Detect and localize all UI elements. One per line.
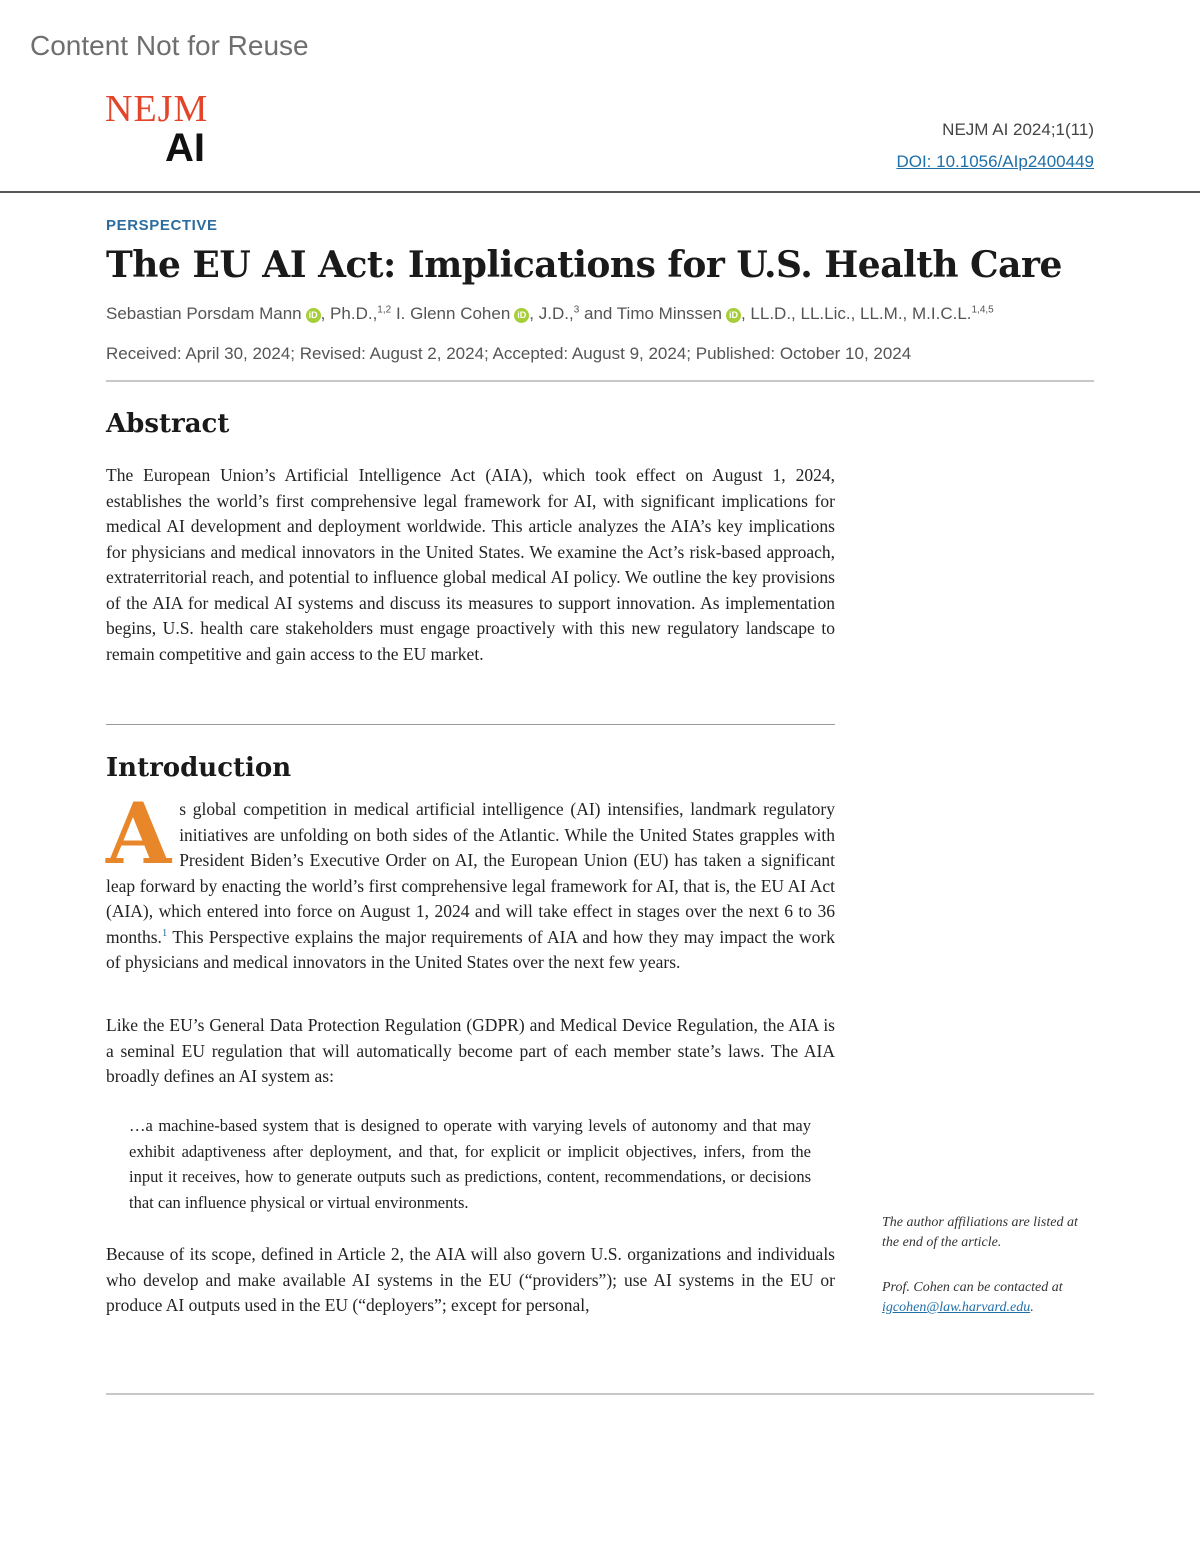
author-credentials: , LL.D., LL.Lic., LL.M., M.I.C.L. [740,304,972,323]
email-link[interactable]: igcohen@law.harvard.edu [882,1300,1031,1315]
author-credentials: , Ph.D., [320,304,378,323]
header-divider [0,191,1200,193]
introduction-heading: Introduction [106,753,292,783]
introduction-paragraph-3: Because of its scope, defined in Article 2, the AIA will also govern U.S. organizations and individuals who develop and make available AI systems in the EU (“providers”); use AI systems in the EU or produce AI outputs used in the EU (“deployers”; except for personal, [106,1244,835,1315]
contact-suffix: . [1030,1300,1034,1315]
title-divider [106,380,1094,382]
abstract-divider [106,724,835,725]
author-connector: and [584,304,613,323]
footer-divider [106,1393,1094,1395]
journal-logo [105,90,215,168]
author-affiliation-ref: 3 [573,304,580,316]
drop-cap: A [106,784,172,883]
article-type-label: PERSPECTIVE [106,217,218,234]
paragraph-text-tail: This Perspective explains the major requirements of AIA and how they may impact the work of physicians and medical innovators in the United States over the next few years. [106,926,835,972]
article-title: The EU AI Act: Implications for U.S. Health Care [106,244,1062,286]
orcid-icon[interactable]: iD [726,308,741,323]
citation-link[interactable]: 1 [161,926,168,939]
introduction-paragraph-2: Like the EU’s General Data Protection Regulation (GDPR) and Medical Device Regulation, the AIA is a seminal EU regulation that will automatically become part of each member state’s laws. The AIA broadly defines an AI system as: [106,1015,835,1086]
doi-link[interactable]: DOI: 10.1056/AIp2400449 [896,152,1094,171]
author-name: I. Glenn Cohen [395,304,511,323]
author-affiliation-ref: 1,4,5 [971,304,994,316]
watermark-text: Content Not for Reuse [30,30,309,61]
contact-text: Prof. Cohen can be contacted at [882,1280,1063,1295]
affiliations-note: The author affiliations are listed at the end of the article. [882,1215,1078,1250]
journal-citation: NEJM AI 2024;1(11) [942,120,1094,139]
introduction-paragraph-1 [106,784,835,976]
author-affiliation-ref: 1,2 [377,304,392,316]
contact-note [882,1278,1097,1318]
author-name: Sebastian Porsdam Mann [106,304,302,323]
author-name: Timo Minssen [616,304,722,323]
author-list [106,304,994,324]
definition-blockquote: …a machine-based system that is designed to operate with varying levels of autonomy and that may exhibit adaptiveness after deployment, and that, for explicit or implicit objectives, infers, from the input it receives, how to generate outputs such as predictions, content, recommendations, or decisions that can influence physical or virtual environments. [129,1116,811,1212]
abstract-heading: Abstract [106,409,230,439]
author-credentials: , J.D., [529,304,574,323]
paragraph-text: s global competition in medical artificial intelligence (AI) intensifies, landmark regulatory initiatives are unfolding on both sides of the Atlantic. While the United States grapples with President Biden’s Executive Order on AI, the European Union (EU) has taken a significant leap forward by enacting the world’s first comprehensive legal framework for AI, that is, the EU AI Act (AIA), which entered into force on August 1, 2024 and will take effect in stages over the next 6 to 36 months. [106,799,835,947]
publication-dates: Received: April 30, 2024; Revised: August 2, 2024; Accepted: August 9, 2024; Published: October 10, 2024 [106,344,912,363]
abstract-text: The European Union’s Artificial Intelligence Act (AIA), which took effect on August 1, 2024, establishes the world’s first comprehensive legal framework for AI, with significant implications for medical AI development and deployment worldwide. This article analyzes the AIA’s key implications for physicians and medical innovators in the United States. We examine the Act’s risk-based approach, extraterritorial reach, and potential to influence global medical AI policy. We outline the key provisions of the AIA for medical AI systems and discuss its measures to support innovation. As implementation begins, U.S. health care stakeholders must engage proactively with this new regulatory landscape to remain competitive and gain access to the EU market. [106,465,835,664]
orcid-icon[interactable]: iD [306,308,321,323]
journal-info [896,114,1094,178]
logo-nejm-wordmark: NEJM [105,88,209,130]
logo-ai-wordmark: AI [165,126,205,170]
orcid-icon[interactable]: iD [514,308,529,323]
